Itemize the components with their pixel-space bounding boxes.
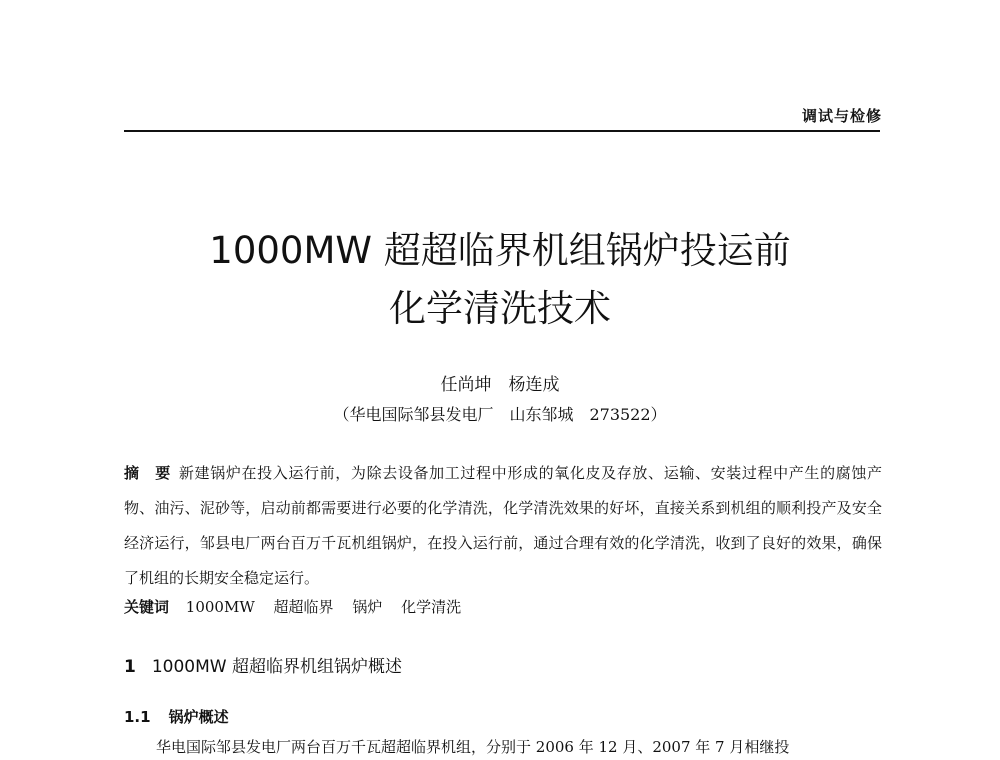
author-affiliation: （华电国际邹县发电厂 山东邹城 273522） [333, 405, 667, 424]
abstract-label: 摘 要 [124, 464, 171, 482]
paper-title-line-1: 1000MW 超超临界机组锅炉投运前 [209, 229, 791, 272]
keywords-label: 关键词 [124, 598, 170, 616]
paper-title-line-2: 化学清洗技术 [389, 287, 611, 330]
subsection-title: 锅炉概述 [168, 708, 229, 726]
subsection-number: 1.1 [124, 708, 151, 726]
section-number: 1 [124, 657, 136, 677]
keyword-item: 锅炉 [352, 598, 383, 616]
keywords [124, 596, 475, 617]
keyword-item: 1000MW [185, 598, 255, 616]
section-heading [124, 652, 402, 677]
keyword-item: 超超临界 [273, 598, 334, 616]
running-header: 调试与检修 [801, 107, 882, 125]
abstract-text: 新建锅炉在投入运行前，为除去设备加工过程中形成的氧化皮及存放、运输、安装过程中产生的腐蚀产物、油污、泥砂等，启动前都需要进行必要的化学清洗，化学清洗效果的好坏，直接关系到机组的顺利投产及安全经济运行，邹县电厂两台百万千瓦机组锅炉，在投入运行前，通过合理有效的化学清洗，收到了良好的效果，确保了机组的长期安全稳定运行。 [124, 464, 882, 587]
header-rule [124, 130, 880, 132]
section-title: 1000MW 超超临界机组锅炉概述 [151, 657, 402, 677]
keyword-item: 化学清洗 [401, 598, 462, 616]
body-paragraph: 华电国际邹县发电厂两台百万千瓦超超临界机组，分别于 2006 年 12 月、2007 年 7 月相继投 [156, 738, 790, 756]
author-names: 任尚坤 杨连成 [440, 375, 560, 395]
abstract [124, 456, 882, 596]
subsection-heading [124, 706, 229, 727]
